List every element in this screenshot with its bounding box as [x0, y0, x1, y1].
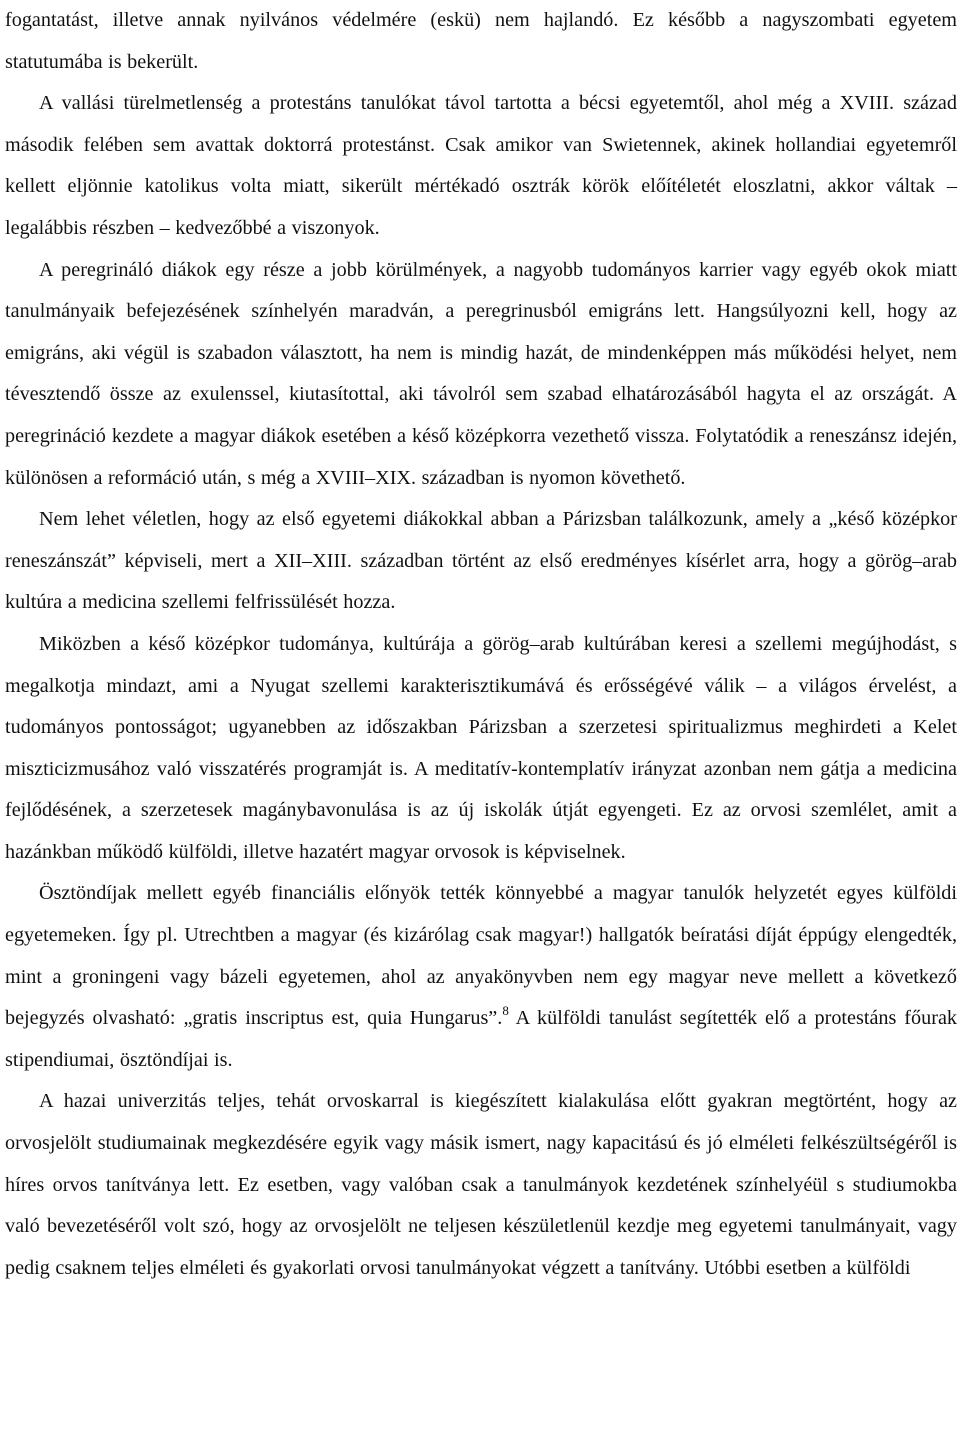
paragraph-paris-students: Nem lehet véletlen, hogy az első egyetemi diákokkal abban a Párizsban találkozunk, amely a „késő középkor reneszánszát” képviseli, mert a XII–XIII. században történt az első eredményes kísérlet arra, hogy a görög–arab kultúra a medicina szellemi felfrissülését hozza.	[5, 508, 957, 614]
scholarships-text-after: A külföldi tanulást segítették elő a protestáns főurak stipendiumai, ösztöndíjai is.	[5, 1007, 957, 1071]
paragraph-continuation: fogantatást, illetve annak nyilvános védelmére (eskü) nem hajlandó. Ez később a nagyszombati egyetem statutumába is bekerült.	[5, 9, 957, 73]
footnote-marker: 8	[502, 1003, 509, 1019]
paragraph-domestic-university: A hazai univerzitás teljes, tehát orvoskarral is kiegészített kialakulása előtt gyakran megtörtént, hogy az orvosjelölt studiumainak megkezdésére egyik vagy másik ismert, nagy kapacitású és jó elméleti felkészültségéről is híres orvos tanítványa lett. Ez esetben, vagy valóban csak a tanulmányok kezdetének színhelyéül s studiumokba való bevezetéséről volt szó, hogy az orvosjelölt ne teljesen készületlenül kezdje meg egyetemi tanulmányait, vagy pedig csaknem teljes elméleti és gyakorlati orvosi tanulmányokat végzett a tanítvány. Utóbbi esetben a külföldi	[5, 1090, 957, 1279]
paragraph-late-middle-ages: Miközben a késő középkor tudománya, kultúrája a görög–arab kultúrában keresi a szellemi megújhodást, s megalkotja mindazt, ami a Nyugat szellemi karakterisztikumává és erősségévé válik – a világos érvelést, a tudományos pontosságot; ugyanebben az időszakban Párizsban a szerzetesi spiritualizmus meghirdeti a Kelet miszticizmusához való visszatérés programját is. A meditatív-kontemplatív irányzat azonban nem gátja a medicina fejlődésének, a szerzetesek magánybavonulása is az új iskolák útját egyengeti. Ez az orvosi szemlélet, amit a hazánkban működő külföldi, illetve hazatért magyar orvosok is képviselnek.	[5, 632, 957, 863]
paragraph-peregrination: A peregrináló diákok egy része a jobb körülmények, a nagyobb tudományos karrier vagy egyéb okok miatt tanulmányaik befejezésének színhelyén maradván, a peregrinusból emigráns lett. Hangsúlyozni kell, hogy az emigráns, aki végül is szabadon választott, ha nem is mindig hazát, de mindenképpen más működési helyet, nem tévesztendő össze az exulenssel, kiutasítottal, aki távolról sem szabad elhatározásából hagyta el az országát. A peregrináció kezdete a magyar diákok esetében a késő középkorra vezethető vissza. Folytatódik a reneszánsz idején, különösen a reformáció után, s még a XVIII–XIX. században is nyomon követhető.	[5, 258, 957, 489]
scholarships-text-before: Ösztöndíjak mellett egyéb financiális előnyök tették könnyebbé a magyar tanulók helyzetét egyes külföldi egyetemeken. Így pl. Utrechtben a magyar (és kizárólag csak magyar!) hallgatók beíratási díját éppúgy elengedték, mint a groningeni vagy bázeli egyetemen, ahol az anyakönyvben nem egy magyar neve mellett a következő bejegyzés olvasható: „gratis inscriptus est, quia Hungarus”.	[5, 882, 957, 1030]
paragraph-scholarships	[5, 873, 957, 1081]
document-page	[5, 0, 957, 1289]
paragraph-religious-intolerance: A vallási türelmetlenség a protestáns tanulókat távol tartotta a bécsi egyetemtől, ahol még a XVIII. század második felében sem avattak doktorrá protestánst. Csak amikor van Swietennek, akinek hollandiai egyetemről kellett eljönnie katolikus volta miatt, sikerült mértékadó osztrák körök előítéletét eloszlatni, akkor váltak – legalábbis részben – kedvezőbbé a viszonyok.	[5, 92, 957, 239]
